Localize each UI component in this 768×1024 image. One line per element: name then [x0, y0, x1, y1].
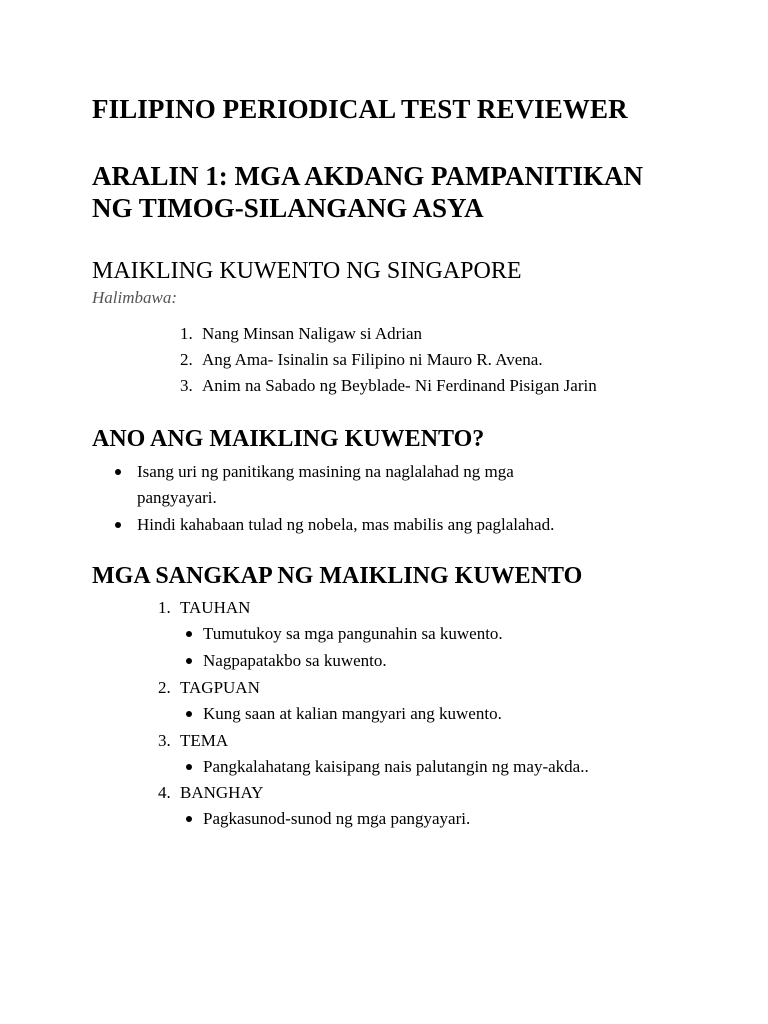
element-item — [158, 780, 263, 806]
element-label: TAGPUAN — [180, 678, 260, 697]
element-item — [158, 728, 228, 754]
example-text: Anim na Sabado ng Beyblade- Ni Ferdinand Pisigan Jarin — [202, 376, 597, 395]
bullet-icon — [186, 658, 192, 664]
element-point: Pangkalahatang kaisipang nais palutangin ng may-akda.. — [203, 757, 589, 776]
element-label: TAUHAN — [180, 598, 251, 617]
element-label: TEMA — [180, 731, 229, 750]
example-text: Ang Ama- Isinalin sa Filipino ni Mauro R. Avena. — [202, 350, 543, 369]
example-item — [180, 350, 543, 370]
definition-heading: ANO ANG MAIKLING KUWENTO? — [92, 426, 485, 452]
document-title: FILIPINO PERIODICAL TEST REVIEWER — [92, 94, 628, 124]
element-point: Kung saan at kalian mangyari ang kuwento. — [203, 704, 502, 723]
example-number: 3. — [180, 376, 193, 395]
element-point: Pagkasunod-sunod ng mga pangyayari. — [203, 809, 471, 828]
example-number: 2. — [180, 350, 193, 369]
example-item — [180, 376, 597, 396]
element-point: Tumutukoy sa mga pangunahin sa kuwento. — [203, 624, 503, 643]
example-text: Nang Minsan Naligaw si Adrian — [202, 324, 423, 343]
element-item — [158, 595, 250, 621]
bullet-icon — [186, 711, 192, 717]
element-number: 1. — [158, 598, 171, 617]
element-item — [158, 675, 260, 701]
definition-bullet-line: Isang uri ng panitikang masining na naglalahad ng mga — [137, 462, 514, 481]
element-number: 2. — [158, 678, 171, 697]
definition-bullet-line: Hindi kahabaan tulad ng nobela, mas mabilis ang paglalahad. — [137, 515, 555, 534]
lesson-title-line-2: NG TIMOG-SILANGANG ASYA — [92, 193, 484, 223]
elements-heading: MGA SANGKAP NG MAIKLING KUWENTO — [92, 563, 583, 589]
example-number: 1. — [180, 324, 193, 343]
element-label: BANGHAY — [180, 783, 264, 802]
example-item — [180, 324, 422, 344]
bullet-icon — [115, 469, 121, 475]
example-label: Halimbawa: — [92, 288, 177, 307]
element-point: Nagpapatakbo sa kuwento. — [203, 651, 387, 670]
bullet-icon — [186, 764, 192, 770]
element-number: 4. — [158, 783, 171, 802]
subtopic-heading: MAIKLING KUWENTO NG SINGAPORE — [92, 258, 522, 284]
lesson-title-line-1: ARALIN 1: MGA AKDANG PAMPANITIKAN — [92, 161, 643, 191]
bullet-icon — [115, 522, 121, 528]
definition-bullet-line: pangyayari. — [137, 488, 217, 507]
bullet-icon — [186, 816, 192, 822]
bullet-icon — [186, 631, 192, 637]
element-number: 3. — [158, 731, 171, 750]
